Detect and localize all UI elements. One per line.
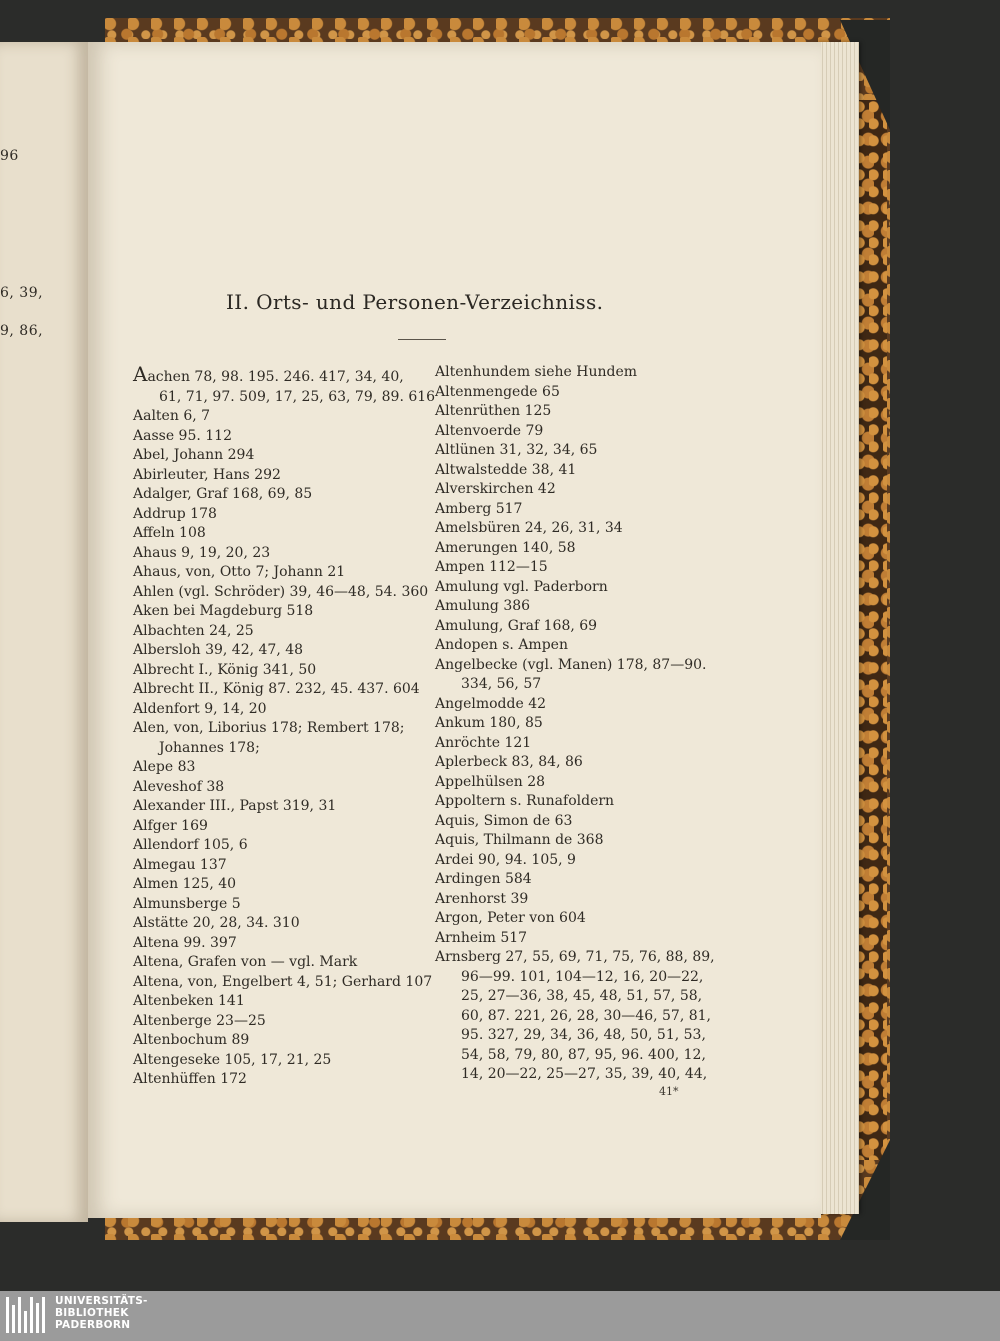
title-rule — [398, 339, 446, 340]
index-entry: 25, 27—36, 38, 45, 48, 51, 57, 58, — [461, 988, 703, 1004]
index-entry: Alepe 83 — [133, 759, 196, 775]
index-entry: Adalger, Graf 168, 69, 85 — [133, 486, 313, 502]
index-entry: Abel, Johann 294 — [133, 447, 255, 463]
left-page — [0, 42, 88, 1222]
page-stack — [815, 42, 859, 1214]
index-entry: Ahaus 9, 19, 20, 23 — [133, 544, 271, 561]
index-entry: Amulung, Graf 168, 69 — [435, 617, 598, 634]
index-entry: Almunsberge 5 — [133, 895, 241, 912]
index-entry: Albrecht I., König 341, 50 — [133, 661, 317, 678]
index-entry: Alstätte 20, 28, 34. 310 — [133, 915, 300, 931]
index-entry: Amerungen 140, 58 — [435, 539, 576, 556]
index-entry: Ankum 180, 85 — [435, 715, 543, 731]
index-entry: Abirleuter, Hans 292 — [133, 466, 281, 483]
index-entry: Angelmodde 42 — [435, 695, 547, 712]
left-page-fragment: 6, 39, — [0, 285, 44, 301]
index-entry: Ampen 112—15 — [435, 559, 548, 575]
index-entry: Altena 99. 397 — [133, 934, 237, 951]
index-entry: Anröchte 121 — [435, 734, 532, 751]
index-entry: Altena, Grafen von — vgl. Mark — [133, 954, 358, 970]
index-entry: 61, 71, 97. 509, 17, 25, 63, 79, 89. 616 — [159, 388, 436, 405]
index-entry: Altengeseke 105, 17, 21, 25 — [133, 1051, 332, 1068]
index-entry: Altwalstedde 38, 41 — [435, 461, 577, 478]
index-entry: Ardei 90, 94. 105, 9 — [435, 851, 576, 868]
index-entry: Ahaus, von, Otto 7; Johann 21 — [133, 564, 346, 580]
index-entry: Alen, von, Liborius 178; Rembert 178; — [133, 720, 405, 736]
index-entry: Johannes 178; — [159, 739, 260, 756]
index-entry: Altenvoerde 79 — [435, 422, 544, 439]
index-entry: Aquis, Thilmann de 368 — [435, 832, 604, 848]
index-entry: Amberg 517 — [435, 500, 523, 517]
index-entry: Ahlen (vgl. Schröder) 39, 46—48, 54. 360 — [133, 583, 429, 600]
index-entry: Aasse 95. 112 — [133, 427, 232, 444]
index-entry: 95. 327, 29, 34, 36, 48, 50, 51, 53, — [461, 1027, 706, 1043]
index-entry: Argon, Peter von 604 — [435, 910, 586, 926]
folio-signature: 41* — [659, 1085, 679, 1098]
index-entry: 14, 20—22, 25—27, 35, 39, 40, 44, — [461, 1066, 708, 1082]
index-entry: Aquis, Simon de 63 — [435, 812, 573, 829]
index-entry: Aplerbeck 83, 84, 86 — [435, 754, 583, 770]
book-cover-edge — [855, 100, 887, 1160]
index-entry: Arnheim 517 — [435, 929, 528, 946]
index-entry: Altenbeken 141 — [133, 993, 245, 1009]
index-entry: 96—99. 101, 104—12, 16, 20—22, — [461, 968, 704, 985]
index-entry: Amulung 386 — [435, 598, 531, 614]
index-entry: 60, 87. 221, 26, 28, 30—46, 57, 81, — [461, 1007, 711, 1024]
page-title: II. Orts- und Personen-Verzeichniss. — [226, 290, 604, 314]
index-entry: Appoltern s. Runafoldern — [435, 793, 615, 809]
index-entry: Altenbochum 89 — [133, 1032, 250, 1048]
index-entry — [133, 362, 423, 388]
library-logo-text — [55, 1295, 148, 1331]
left-page-fragment: 96 — [0, 148, 19, 164]
left-page-fragment: 9, 86, — [0, 323, 44, 339]
index-entry: Allendorf 105, 6 — [133, 837, 248, 853]
footer-bar — [0, 1291, 1000, 1341]
index-entry: Altenberge 23—25 — [133, 1012, 266, 1029]
index-entry: Angelbecke (vgl. Manen) 178, 87—90. — [435, 656, 707, 673]
index-entry: Albersloh 39, 42, 47, 48 — [133, 642, 304, 658]
index-entry: Almegau 137 — [133, 856, 227, 873]
index-entry: Aleveshof 38 — [133, 778, 225, 795]
index-entry: Albrecht II., König 87. 232, 45. 437. 604 — [133, 681, 420, 697]
index-entry: Andopen s. Ampen — [435, 637, 568, 653]
index-entry: Altena, von, Engelbert 4, 51; Gerhard 107 — [133, 973, 433, 990]
index-entry: Altlünen 31, 32, 34, 65 — [435, 442, 598, 458]
index-entry: 334, 56, 57 — [461, 676, 542, 692]
logo-line: PADERBORN — [55, 1319, 131, 1331]
index-entry: Aalten 6, 7 — [133, 408, 211, 424]
index-column-left — [133, 362, 436, 1090]
index-entry: Appelhülsen 28 — [435, 773, 546, 790]
index-entry: Alexander III., Papst 319, 31 — [133, 798, 337, 814]
index-entry: Amulung vgl. Paderborn — [435, 578, 608, 595]
index-entry: Altenrüthen 125 — [435, 403, 552, 419]
logo-line: UNIVERSITÄTS- — [55, 1295, 148, 1307]
index-entry: Albachten 24, 25 — [133, 622, 254, 639]
initial-letter: A — [133, 362, 148, 386]
index-entry: Aken bei Magdeburg 518 — [133, 603, 314, 619]
index-entry: Altenhüffen 172 — [133, 1071, 247, 1087]
index-entry: Alverskirchen 42 — [435, 481, 556, 497]
logo-line: BIBLIOTHEK — [55, 1307, 129, 1319]
index-entry: Aldenfort 9, 14, 20 — [133, 700, 267, 717]
index-entry: Arenhorst 39 — [435, 890, 529, 907]
index-entry: Affeln 108 — [133, 525, 206, 541]
index-entry: Altenhundem siehe Hundem — [435, 364, 638, 380]
index-entry: 54, 58, 79, 80, 87, 95, 96. 400, 12, — [461, 1046, 706, 1063]
index-entry: Altenmengede 65 — [435, 383, 560, 400]
index-column-right — [435, 363, 725, 1085]
library-logo-icon — [6, 1297, 50, 1333]
index-entry: Amelsbüren 24, 26, 31, 34 — [435, 520, 623, 536]
index-entry: Ardingen 584 — [435, 871, 532, 887]
index-entry: Almen 125, 40 — [133, 876, 237, 892]
index-entry-text: achen 78, 98. 195. 246. 417, 34, 40, — [147, 369, 404, 385]
index-entry: Addrup 178 — [133, 505, 217, 522]
index-entry: Alfger 169 — [133, 817, 208, 834]
index-entry: Arnsberg 27, 55, 69, 71, 75, 76, 88, 89, — [435, 949, 715, 965]
